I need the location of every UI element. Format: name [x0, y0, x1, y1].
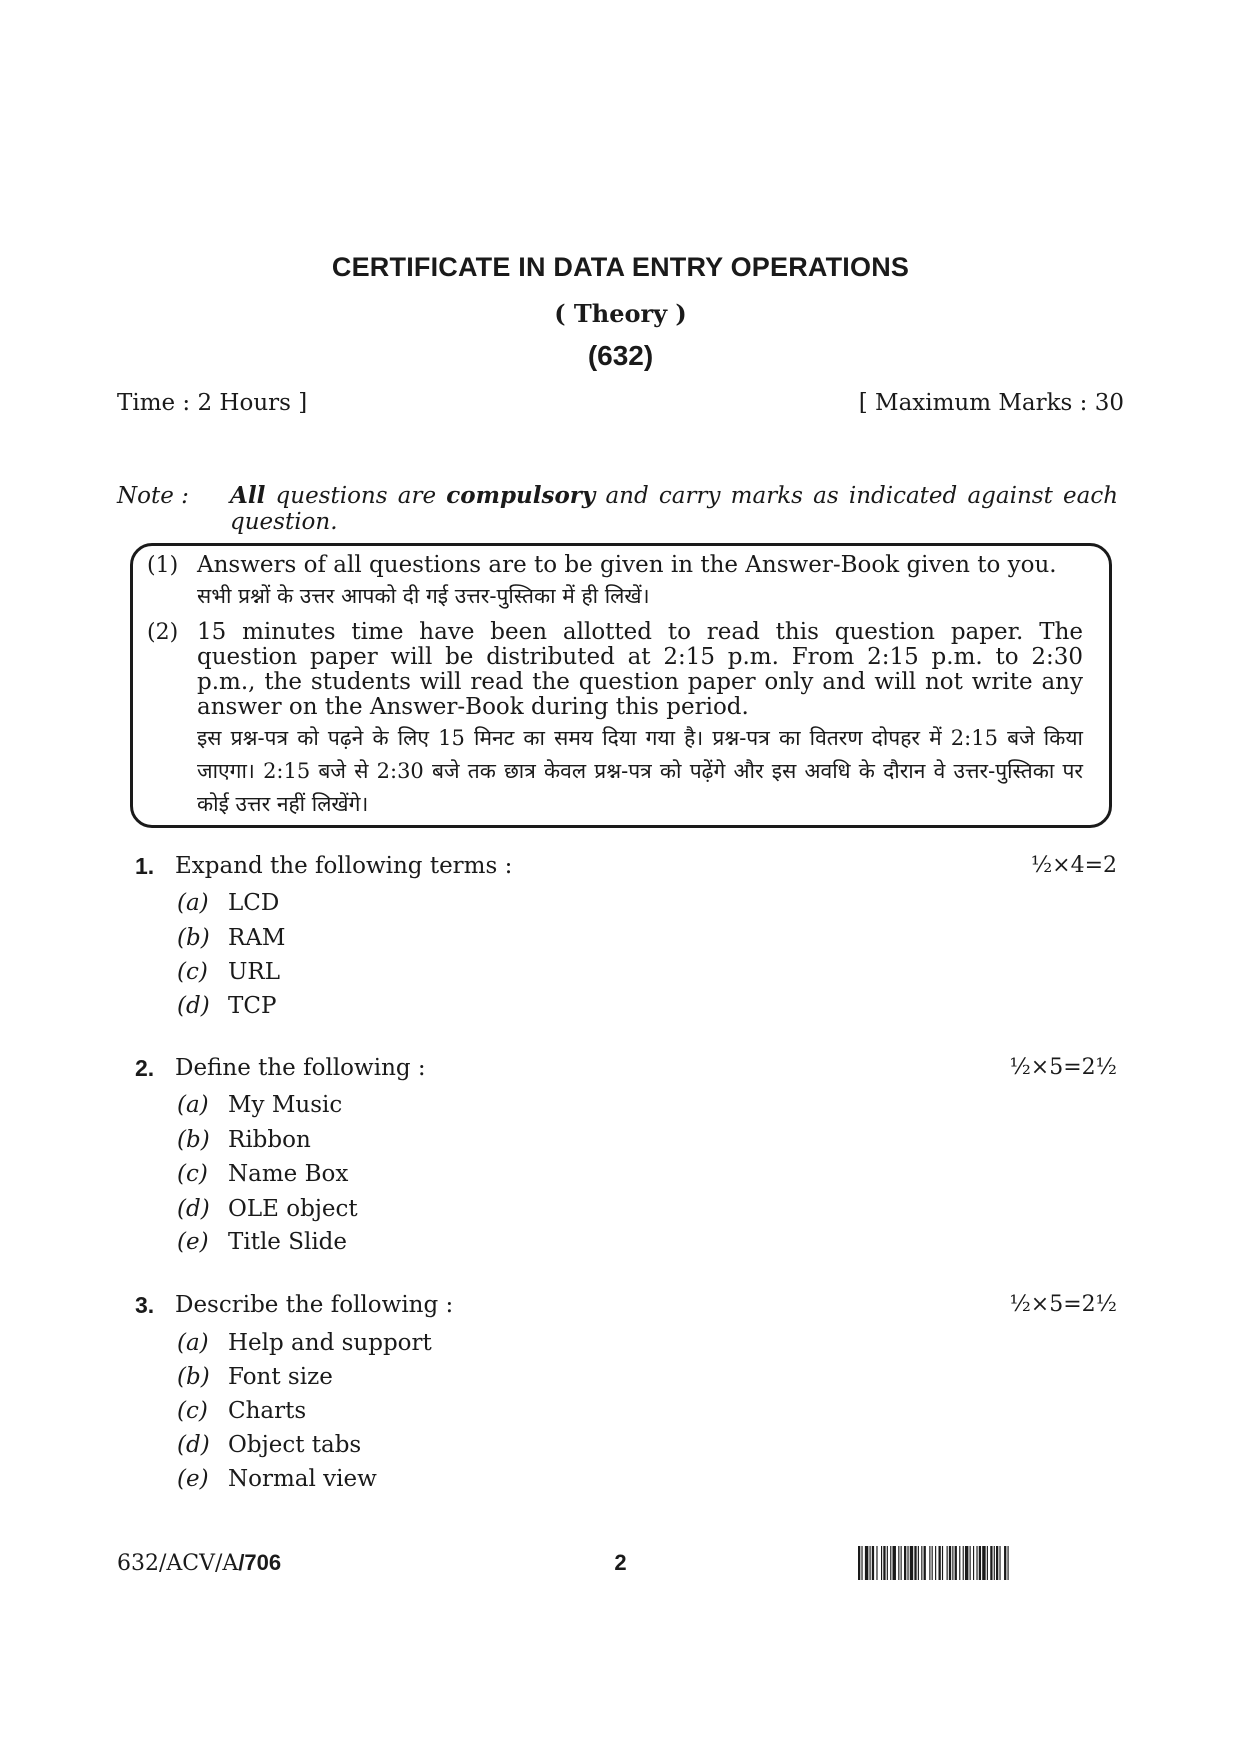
instruction-number: (1) [147, 553, 179, 578]
option-label: (d) [177, 993, 210, 1019]
note-label: Note : [117, 483, 189, 509]
barcode-icon [858, 1546, 1118, 1580]
note-word-all: All [230, 482, 266, 509]
option-text: Normal view [228, 1466, 377, 1492]
note-text-part-2: and carry marks as indicated against each question. [230, 483, 1119, 535]
option-text: Charts [228, 1398, 307, 1424]
option-text: TCP [228, 993, 277, 1019]
option-label: (d) [177, 1432, 210, 1458]
option-label: (b) [177, 925, 210, 951]
question-text: Expand the following terms : [175, 853, 513, 879]
page-number: 2 [614, 1550, 627, 1575]
option-text: Name Box [228, 1161, 349, 1187]
instruction-english: Answers of all questions are to be given in the Answer-Book given to you. [197, 552, 1057, 578]
paper-reference-suffix: /706 [238, 1550, 282, 1575]
option-label: (a) [177, 1330, 209, 1356]
note-word-compulsory: compulsory [446, 482, 596, 509]
option-label: (c) [177, 959, 208, 985]
option-text: Title Slide [228, 1229, 348, 1255]
option-text: URL [228, 959, 280, 985]
instruction-english: 15 minutes time have been allotted to read this question paper. The question paper will be distributed at 2:15 p.m. From 2:15 p.m. to 2:30 p.m., the students will read the question paper only and will not write any answer on the Answer-Book during this period. [197, 619, 1083, 720]
option-text: Help and support [228, 1330, 432, 1356]
question-marks: ½×5=2½ [1009, 1055, 1117, 1080]
option-label: (e) [177, 1229, 209, 1255]
paper-code: (632) [587, 340, 654, 371]
option-label: (c) [177, 1161, 208, 1187]
option-text: LCD [228, 890, 280, 916]
question-text: Define the following : [175, 1055, 426, 1081]
question-number: 1. [135, 853, 155, 879]
option-text: OLE object [228, 1196, 358, 1222]
option-text: My Music [228, 1092, 343, 1118]
question-number: 3. [135, 1292, 155, 1318]
question-text: Describe the following : [175, 1292, 454, 1318]
instruction-number: (2) [147, 620, 179, 645]
option-label: (b) [177, 1127, 210, 1153]
option-text: RAM [228, 925, 286, 951]
time-allowed: Time : 2 Hours ] [117, 390, 308, 416]
option-text: Font size [228, 1364, 333, 1390]
paper-title: CERTIFICATE IN DATA ENTRY OPERATIONS [331, 252, 910, 282]
maximum-marks: [ Maximum Marks : 30 [858, 390, 1124, 416]
note-text [230, 483, 1118, 535]
question-marks: ½×5=2½ [1009, 1292, 1117, 1317]
paper-subtitle: ( Theory ) [554, 299, 687, 328]
question-marks: ½×4=2 [1030, 853, 1117, 878]
note-text-part-1: questions are [275, 483, 437, 509]
option-label: (d) [177, 1196, 210, 1222]
option-label: (a) [177, 1092, 209, 1118]
option-label: (b) [177, 1364, 210, 1390]
instruction-hindi: सभी प्रश्नों के उत्तर आपको दी गई उत्तर-पुस्तिका में ही लिखें। [197, 584, 650, 608]
option-label: (a) [177, 890, 209, 916]
option-text: Ribbon [228, 1127, 311, 1153]
question-number: 2. [135, 1055, 155, 1081]
option-text: Object tabs [228, 1432, 362, 1458]
paper-reference-prefix: 632/ACV/A [117, 1551, 239, 1576]
instruction-hindi: इस प्रश्न-पत्र को पढ़ने के लिए 15 मिनट का समय दिया गया है। प्रश्न-पत्र का वितरण दोपहर में 2:15 बजे किया जाएगा। 2:15 बजे से 2:30 बजे तक छात्र केवल प्रश्न-पत्र को पढ़ेंगे और इस अवधि के दौरान वे उत्तर-पुस्तिका पर कोई उत्तर नहीं लिखेंगे। [197, 726, 1083, 816]
option-label: (c) [177, 1398, 208, 1424]
option-label: (e) [177, 1466, 209, 1492]
